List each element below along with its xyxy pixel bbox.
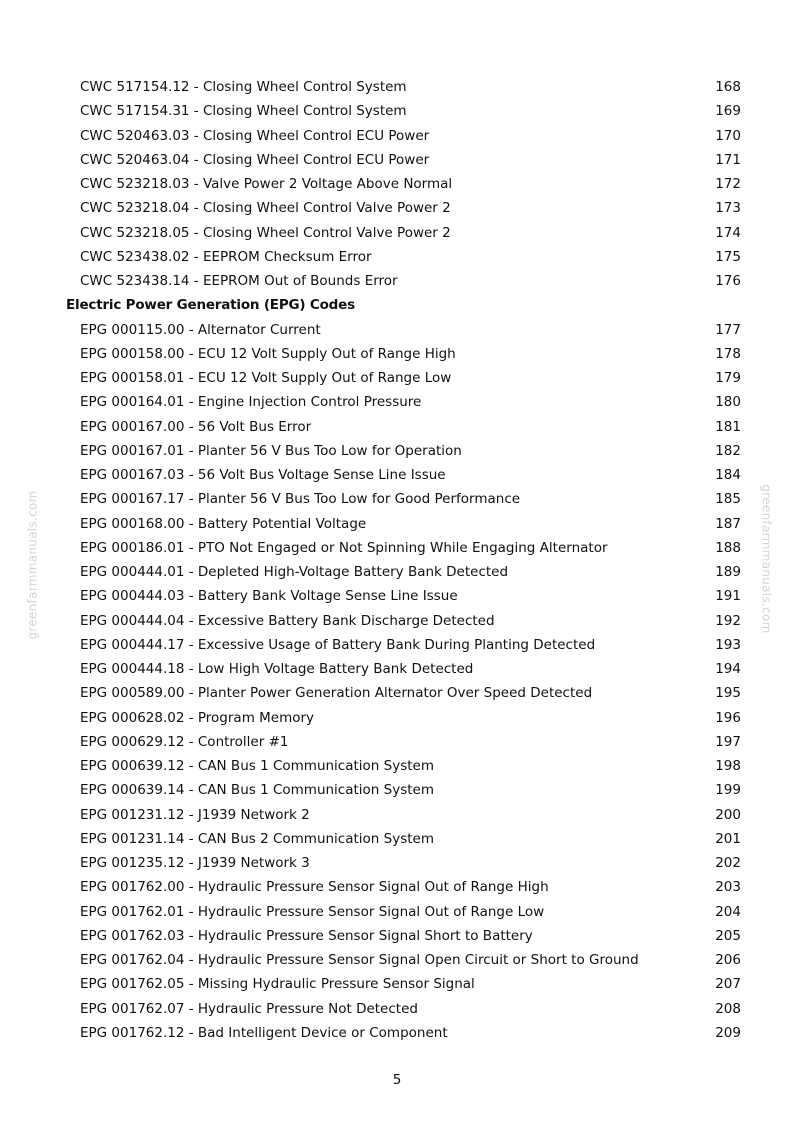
toc-entry[interactable] <box>0 342 794 366</box>
toc-entry[interactable] <box>0 99 794 123</box>
toc-entry-title: EPG 001762.01 - Hydraulic Pressure Sensor Signal Out of Range Low <box>80 903 545 920</box>
toc-entry-title: CWC 523438.14 - EEPROM Out of Bounds Error <box>80 273 398 289</box>
toc-entry-page: 198 <box>715 758 741 774</box>
toc-entry-title: EPG 000158.01 - ECU 12 Volt Supply Out of Range Low <box>80 370 452 386</box>
toc-entry[interactable] <box>0 172 794 196</box>
toc-entry-title: EPG 001762.00 - Hydraulic Pressure Sensor Signal Out of Range High <box>80 879 549 896</box>
toc-entry-title: EPG 000186.01 - PTO Not Engaged or Not Spinning While Engaging Alternator <box>80 539 608 556</box>
toc-entry[interactable] <box>0 75 794 99</box>
toc-entry-title: EPG 000167.03 - 56 Volt Bus Voltage Sense Line Issue <box>80 467 446 483</box>
toc-entry-page: 177 <box>715 321 741 338</box>
toc-entry[interactable] <box>0 875 794 899</box>
toc-entry-page: 200 <box>715 806 741 823</box>
toc-entry[interactable] <box>0 900 794 924</box>
toc-entry-page: 197 <box>715 733 741 750</box>
toc-entry-title: EPG 000628.02 - Program Memory <box>80 709 315 726</box>
toc-entry-title: CWC 520463.03 - Closing Wheel Control ECU Power <box>80 127 430 144</box>
toc-entry-title: EPG 001762.12 - Bad Intelligent Device or Component <box>80 1024 448 1041</box>
toc-entry-title: EPG 000167.17 - Planter 56 V Bus Too Low for Good Performance <box>80 491 521 508</box>
toc-entry[interactable] <box>0 851 794 875</box>
toc-entry-page: 205 <box>715 927 741 944</box>
toc-entry-title: CWC 523218.03 - Valve Power 2 Voltage Above Normal <box>80 176 453 192</box>
toc-entry-page: 192 <box>715 612 741 629</box>
toc-entry-page: 188 <box>715 539 741 556</box>
toc-entry[interactable] <box>0 657 794 681</box>
toc-entry-title: EPG 001231.12 - J1939 Network 2 <box>80 806 310 823</box>
toc-entry-title: EPG 000444.04 - Excessive Battery Bank Discharge Detected <box>80 612 495 629</box>
toc-entry-page: 195 <box>715 685 741 702</box>
toc-entry-page: 178 <box>715 345 741 362</box>
toc-entry-page: 193 <box>715 636 741 653</box>
toc-entry[interactable] <box>0 948 794 972</box>
toc-entry-page: 199 <box>715 782 741 799</box>
toc-entry-page: 168 <box>715 79 741 95</box>
toc-entry-title: EPG 000639.12 - CAN Bus 1 Communication System <box>80 758 434 774</box>
toc-entry-page: 175 <box>715 248 741 265</box>
section-heading-title: Electric Power Generation (EPG) Codes <box>66 297 355 314</box>
toc-entry-page: 202 <box>715 855 741 871</box>
toc-entry-page: 174 <box>715 224 741 241</box>
section-heading <box>0 293 794 317</box>
toc-entry[interactable] <box>0 1021 794 1045</box>
toc-entry-page: 209 <box>715 1024 741 1041</box>
toc-entry[interactable] <box>0 633 794 657</box>
toc-entry[interactable] <box>0 366 794 390</box>
toc-entry-title: CWC 517154.12 - Closing Wheel Control System <box>80 79 407 95</box>
toc-entry-title: EPG 000444.03 - Battery Bank Voltage Sense Line Issue <box>80 588 458 605</box>
toc-entry-page: 172 <box>715 176 741 192</box>
toc-entry-page: 204 <box>715 903 741 920</box>
toc-entry[interactable] <box>0 681 794 705</box>
toc-entry-page: 184 <box>715 467 741 483</box>
toc-entry[interactable] <box>0 487 794 511</box>
toc-entry[interactable] <box>0 512 794 536</box>
toc-entry-page: 189 <box>715 564 741 580</box>
toc-entry[interactable] <box>0 415 794 439</box>
toc-entry[interactable] <box>0 269 794 293</box>
toc-entry-page: 208 <box>715 1000 741 1017</box>
toc-entry[interactable] <box>0 196 794 220</box>
toc-entry-page: 203 <box>715 879 741 896</box>
toc-entry-title: CWC 520463.04 - Closing Wheel Control ECU Power <box>80 151 430 168</box>
toc-entry-title: EPG 001235.12 - J1939 Network 3 <box>80 855 310 871</box>
watermark-right: greenfarmmanuals.com <box>759 484 774 634</box>
toc-entry-title: EPG 000164.01 - Engine Injection Control Pressure <box>80 394 422 411</box>
toc-entry-title: EPG 000629.12 - Controller #1 <box>80 733 289 750</box>
toc-entry-page: 194 <box>715 661 741 677</box>
toc-entry[interactable] <box>0 972 794 996</box>
toc-entry-page: 173 <box>715 200 741 217</box>
toc-entry[interactable] <box>0 924 794 948</box>
watermark-left: greenfarmmanuals.com <box>25 490 40 640</box>
toc-entry[interactable] <box>0 318 794 342</box>
toc-entry[interactable] <box>0 754 794 778</box>
toc-entry-title: CWC 523218.05 - Closing Wheel Control Valve Power 2 <box>80 224 451 241</box>
toc-entry-title: EPG 000589.00 - Planter Power Generation Alternator Over Speed Detected <box>80 685 593 702</box>
toc-entry-page: 170 <box>715 127 741 144</box>
toc-entry-page: 196 <box>715 709 741 726</box>
table-of-contents <box>0 75 794 1045</box>
toc-entry-title: EPG 001231.14 - CAN Bus 2 Communication System <box>80 830 434 847</box>
toc-entry-title: EPG 000167.01 - Planter 56 V Bus Too Low for Operation <box>80 442 462 459</box>
toc-entry-page: 169 <box>715 103 741 120</box>
toc-entry-title: EPG 000444.17 - Excessive Usage of Battery Bank During Planting Detected <box>80 636 596 653</box>
toc-entry-page: 176 <box>715 273 741 289</box>
toc-entry-page: 206 <box>715 952 741 968</box>
toc-entry-page: 191 <box>715 588 741 605</box>
toc-entry[interactable] <box>0 997 794 1021</box>
toc-entry-title: EPG 000444.18 - Low High Voltage Battery Bank Detected <box>80 661 474 677</box>
toc-entry[interactable] <box>0 148 794 172</box>
toc-entry-title: EPG 000167.00 - 56 Volt Bus Error <box>80 418 312 435</box>
toc-entry[interactable] <box>0 827 794 851</box>
toc-entry[interactable] <box>0 560 794 584</box>
toc-entry[interactable] <box>0 245 794 269</box>
toc-entry-page: 182 <box>715 442 741 459</box>
toc-entry-page: 171 <box>715 151 741 168</box>
toc-entry-page: 179 <box>715 370 741 386</box>
toc-entry[interactable] <box>0 439 794 463</box>
toc-entry-title: EPG 001762.04 - Hydraulic Pressure Sensor Signal Open Circuit or Short to Ground <box>80 952 639 968</box>
toc-entry-title: EPG 000158.00 - ECU 12 Volt Supply Out of Range High <box>80 345 456 362</box>
toc-entry[interactable] <box>0 609 794 633</box>
toc-entry[interactable] <box>0 536 794 560</box>
toc-entry-title: EPG 001762.03 - Hydraulic Pressure Sensor Signal Short to Battery <box>80 927 533 944</box>
toc-entry-title: CWC 523218.04 - Closing Wheel Control Valve Power 2 <box>80 200 451 217</box>
toc-entry-page: 180 <box>715 394 741 411</box>
toc-entry[interactable] <box>0 124 794 148</box>
page-number: 5 <box>392 1072 402 1088</box>
toc-entry-title: CWC 517154.31 - Closing Wheel Control System <box>80 103 407 120</box>
toc-entry[interactable] <box>0 730 794 754</box>
toc-entry-title: EPG 000444.01 - Depleted High-Voltage Battery Bank Detected <box>80 564 509 580</box>
toc-entry[interactable] <box>0 778 794 802</box>
toc-entry[interactable] <box>0 706 794 730</box>
toc-entry-title: CWC 523438.02 - EEPROM Checksum Error <box>80 248 372 265</box>
toc-entry-title: EPG 001762.05 - Missing Hydraulic Pressure Sensor Signal <box>80 976 475 993</box>
toc-entry[interactable] <box>0 803 794 827</box>
toc-entry-title: EPG 000639.14 - CAN Bus 1 Communication System <box>80 782 434 799</box>
toc-entry-page: 181 <box>715 418 741 435</box>
toc-entry-title: EPG 000168.00 - Battery Potential Voltage <box>80 515 367 532</box>
toc-entry[interactable] <box>0 221 794 245</box>
toc-entry[interactable] <box>0 390 794 414</box>
toc-entry-title: EPG 000115.00 - Alternator Current <box>80 321 321 338</box>
toc-entry-title: EPG 001762.07 - Hydraulic Pressure Not Detected <box>80 1000 418 1017</box>
toc-entry-page: 185 <box>715 491 741 508</box>
toc-entry-page: 207 <box>715 976 741 993</box>
toc-entry[interactable] <box>0 463 794 487</box>
toc-entry-page: 187 <box>715 515 741 532</box>
toc-entry[interactable] <box>0 584 794 608</box>
toc-entry-page: 201 <box>715 830 741 847</box>
